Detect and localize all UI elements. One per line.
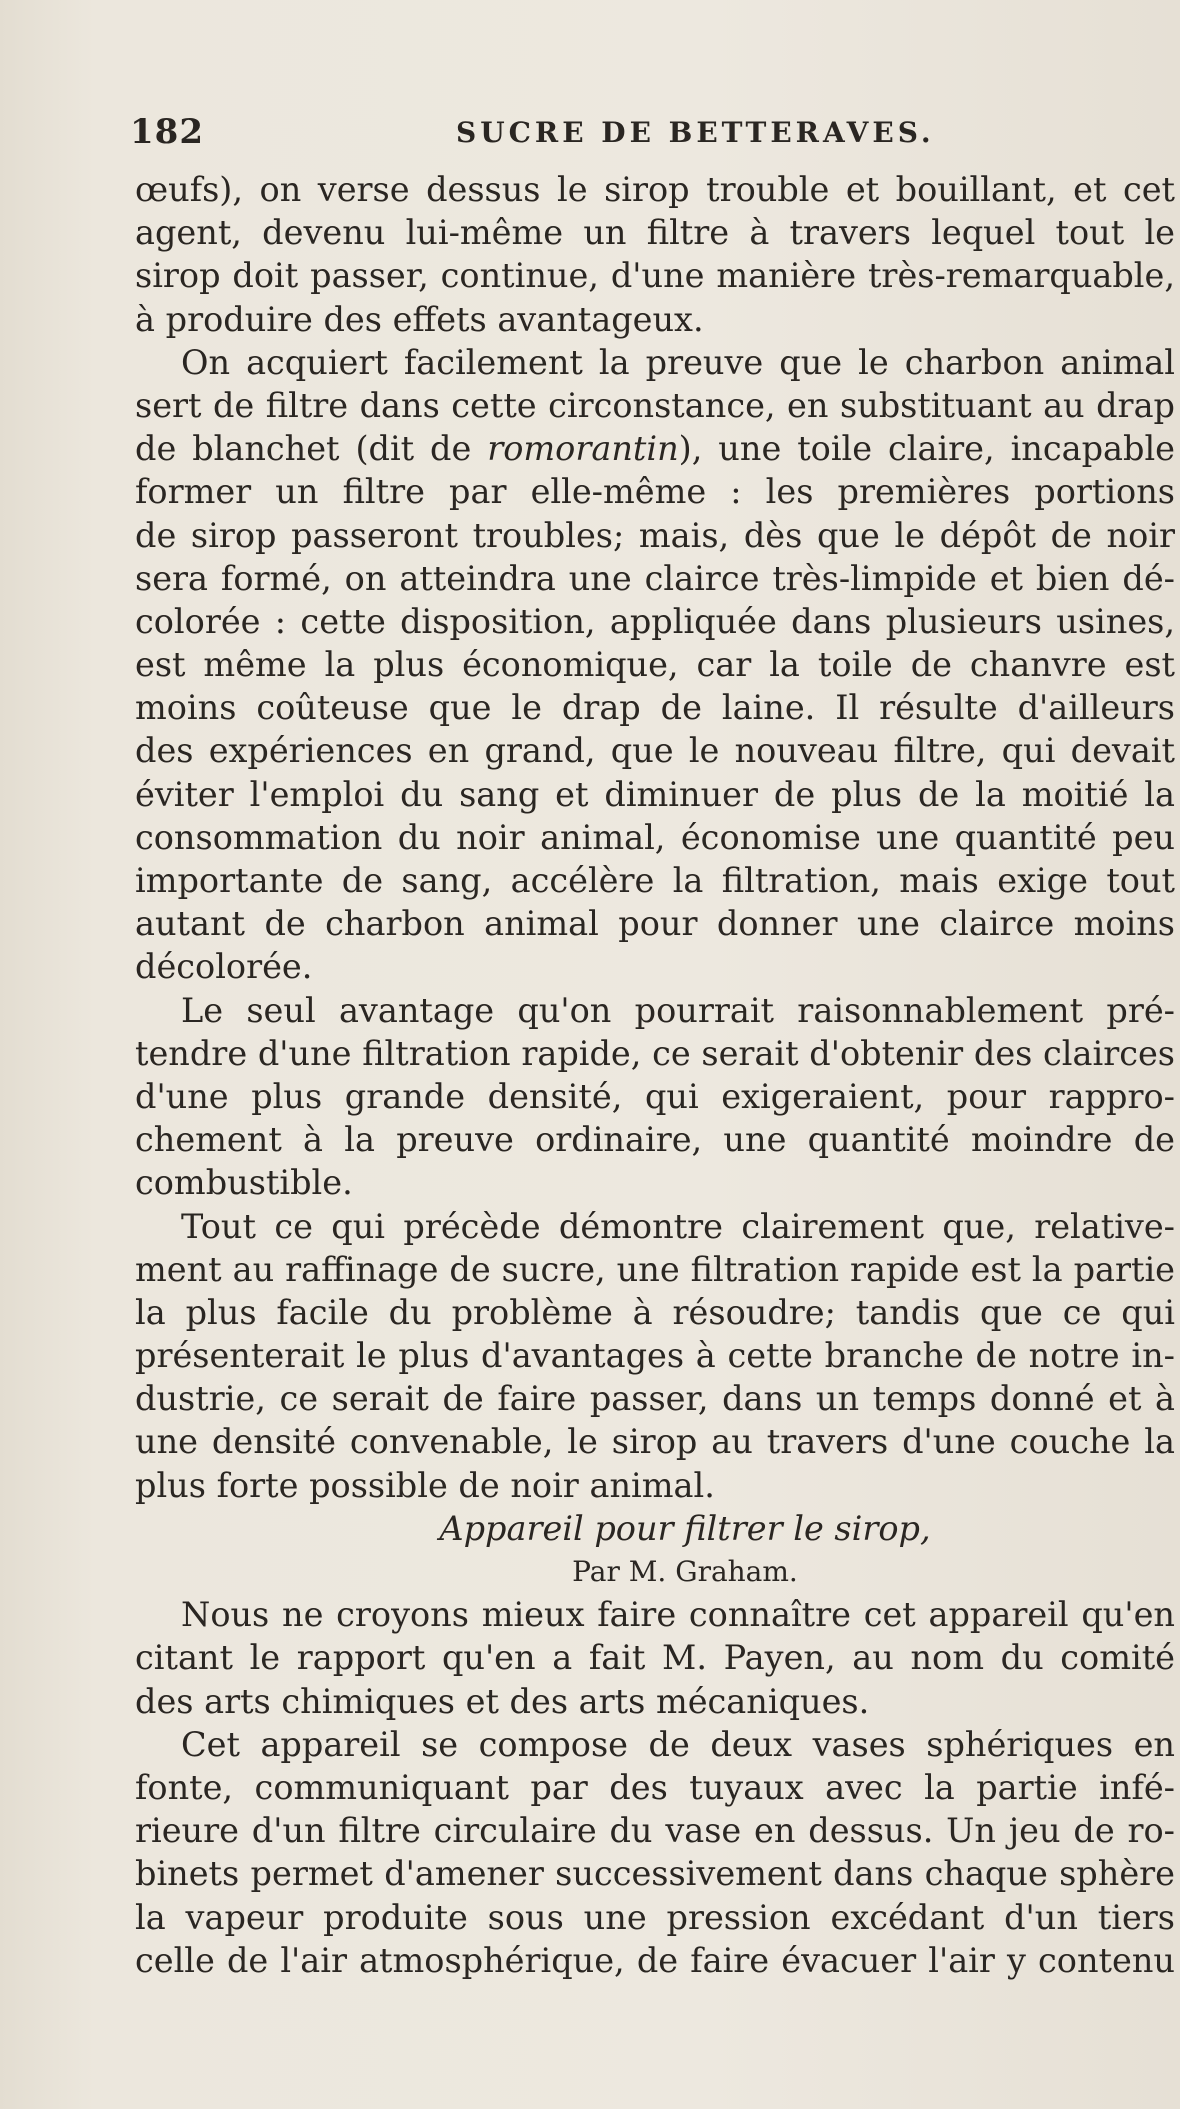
text-line: binets permet d'amener successivement dans chaque sphère	[135, 1854, 1175, 1894]
text-line: celle de l'air atmosphérique, de faire évacuer l'air y contenu	[135, 1940, 1175, 1980]
text-line: fonte, communiquant par des tuyaux avec la partie infé-	[135, 1767, 1175, 1807]
text-line: Tout ce qui précède démontre clairement que, relative-	[181, 1206, 1175, 1246]
text-line: former un filtre par elle-même : les premières portions	[135, 472, 1175, 512]
text-line: Le seul avantage qu'on pourrait raisonnablement pré-	[181, 990, 1175, 1030]
text-line: est même la plus économique, car la toile de chanvre est	[135, 645, 1175, 685]
text-line: une densité convenable, le sirop au travers d'une couche la	[135, 1422, 1175, 1462]
paragraph-2	[135, 341, 1175, 989]
text-line: sera formé, on atteindra une clairce très-limpide et bien dé-	[135, 558, 1175, 598]
italic-term: romorantin	[487, 429, 679, 469]
text-line: autant de charbon animal pour donner une clairce moins	[135, 904, 1175, 944]
text-line: décolorée.	[135, 947, 313, 987]
text-line: moins coûteuse que le drap de laine. Il résulte d'ailleurs	[135, 688, 1175, 728]
text-line: rieure d'un filtre circulaire du vase en dessus. Un jeu de ro-	[135, 1811, 1175, 1851]
text-line: œufs), on verse dessus le sirop trouble et bouillant, et cet	[135, 170, 1175, 209]
text-line: présenterait le plus d'avantages à cette branche de notre in-	[135, 1336, 1175, 1376]
text-line: Nous ne croyons mieux faire connaître cet appareil qu'en	[181, 1595, 1175, 1635]
text-line: tendre d'une filtration rapide, ce serait d'obtenir des clairces	[135, 1033, 1175, 1073]
text-line: consommation du noir animal, économise une quantité peu	[135, 817, 1175, 857]
text-line: à produire des effets avantageux.	[135, 299, 704, 339]
text-line: sert de filtre dans cette circonstance, en substituant au drap	[135, 385, 1175, 425]
text-line: des expériences en grand, que le nouveau filtre, qui devait	[135, 731, 1175, 771]
running-title: SUCRE DE BETTERAVES.	[456, 116, 935, 149]
text-line: importante de sang, accélère la filtration, mais exige tout	[135, 861, 1175, 900]
text-line: combustible.	[135, 1163, 353, 1203]
text-line: colorée : cette disposition, appliquée dans plusieurs usines,	[135, 601, 1175, 641]
text-line: chement à la preuve ordinaire, une quantité moindre de	[135, 1120, 1175, 1160]
paragraph-5	[135, 1593, 1175, 1723]
section-byline: Par M. Graham.	[572, 1555, 798, 1588]
paragraph-1	[135, 168, 1175, 341]
page-number: 182	[130, 112, 204, 152]
text-line: la vapeur produite sous une pression excédant d'un tiers	[135, 1897, 1175, 1937]
paragraph-3	[135, 989, 1175, 1205]
text-line: Cet appareil se compose de deux vases sphériques en	[181, 1724, 1175, 1764]
text-line: citant le rapport qu'en a fait M. Payen, au nom du comité	[135, 1638, 1175, 1678]
text-segment: de blanchet (dit de	[135, 429, 488, 469]
section-title: Appareil pour filtrer le sirop,	[439, 1508, 931, 1548]
text-line: de sirop passeront troubles; mais, dès que le dépôt de noir	[135, 515, 1175, 555]
text-line: On acquiert facilement la preuve que le charbon animal	[181, 342, 1175, 382]
section-heading	[135, 1507, 1175, 1593]
text-line: la plus facile du problème à résoudre; tandis que ce qui	[135, 1292, 1175, 1332]
text-line: dustrie, ce serait de faire passer, dans un temps donné et à	[135, 1379, 1175, 1419]
text-line: agent, devenu lui-même un filtre à travers lequel tout le	[135, 213, 1175, 253]
paragraph-6	[135, 1723, 1175, 1982]
text-line: éviter l'emploi du sang et diminuer de plus de la moitié la	[135, 774, 1175, 814]
text-line: plus forte possible de noir animal.	[135, 1465, 715, 1505]
body-text	[135, 168, 1175, 1982]
text-line: des arts chimiques et des arts mécaniques.	[135, 1681, 870, 1721]
running-head	[130, 112, 1150, 160]
text-line: sirop doit passer, continue, d'une manière très-remarquable,	[135, 256, 1175, 296]
paragraph-4	[135, 1205, 1175, 1507]
text-line-with-italic	[135, 427, 1175, 470]
text-segment: ), une toile claire, incapable	[678, 429, 1175, 469]
text-line: d'une plus grande densité, qui exigeraient, pour rappro-	[135, 1076, 1175, 1116]
text-line: ment au raffinage de sucre, une filtration rapide est la partie	[135, 1249, 1175, 1289]
